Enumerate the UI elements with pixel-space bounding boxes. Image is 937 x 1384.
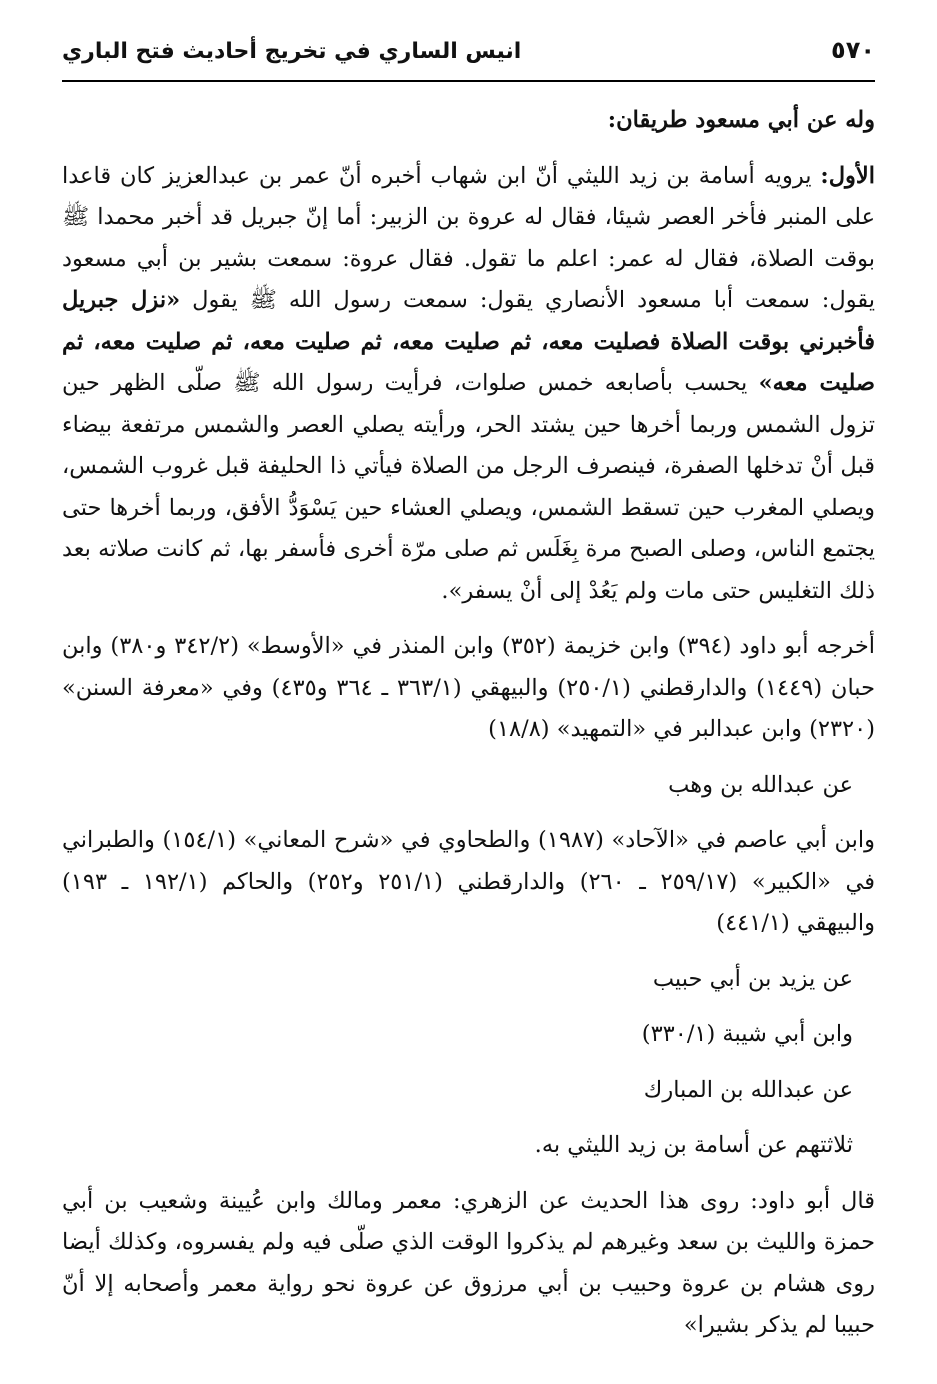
first-route-text-b: يحسب بأصابعه خمس صلوات، فرأيت رسول الله ﷺ صلّى الظهر حين تزول الشمس وربما أخرها حين يشتد الحر، ورأيته يصلي العصر والشمس مرتفعة بيضاء قبل أنْ تدخلها الصفرة، فينصرف الرجل من الصلاة فيأتي ذا الحليفة قبل غروب الشمس، ويصلي المغرب حين تسقط الشمس، ويصلي العشاء حين يَسْوَدُّ الأفق، وربما أخرها حتى يجتمع الناس، وصلى الصبح مرة بِغَلَس ثم صلى مرّة أخرى فأسفر بها، ثم كانت صلاته بعد ذلك التغليس حتى مات ولم يَعُدْ إلى أنْ يسفر». (62, 370, 875, 604)
section-heading: وله عن أبي مسعود طريقان: (607, 107, 875, 133)
conclusion-line: ثلاثتهم عن أسامة بن زيد الليثي به. (534, 1132, 853, 1158)
takhrij-paragraph-3: وابن أبي شيبة (٣٣٠/١) (641, 1021, 853, 1047)
page-number: ٥٧٠ (831, 36, 875, 64)
route-line-1: عن عبدالله بن وهب (668, 771, 853, 798)
first-route-label: الأول: (820, 162, 875, 189)
abu-dawud-paragraph: قال أبو داود: روى هذا الحديث عن الزهري: معمر ومالك وابن عُيينة وشعيب بن أبي حمزة والليث بن سعد وغيرهم لم يذكروا الوقت الذي صلّى فيه ولم يفسروه، وكذلك أيضا روى هشام بن عروة وحبيب بن أبي مرزوق عن عروة نحو رواية معمر وأصحابه إلا أنّ حبيبا لم يذكر بشيرا» (62, 1187, 875, 1338)
page-body (62, 96, 875, 1347)
takhrij-paragraph-1: أخرجه أبو داود (٣٩٤) وابن خزيمة (٣٥٢) وابن المنذر في «الأوسط» (٣٤٢/٢ و٣٨٠) وابن حبان (١٤٤٩) والدارقطني (٢٥٠/١) والبيهقي (٣٦٣/١ ـ ٣٦٤ و٤٣٥) وفي «معرفة السنن» (٢٣٢٠) وابن عبدالبر في «التمهيد» (١٨/٨) (62, 633, 876, 742)
hadith-quote: «نزل جبريل فأخبرني بوقت الصلاة فصليت معه، ثم صليت معه، ثم صليت معه، ثم صليت معه، ثم صليت معه» (62, 287, 875, 396)
takhrij-paragraph-2: وابن أبي عاصم في «الآحاد» (١٩٨٧) والطحاوي في «شرح المعاني» (١٥٤/١) والطبراني في «الكبير» (٢٥٩/١٧ ـ ٢٦٠) والدارقطني (٢٥١/١ و٢٥٢) والحاكم (١٩٢/١ ـ ١٩٣) والبيهقي (٤٤١/١) (62, 827, 875, 936)
book-title: انيس الساري في تخريج أحاديث فتح الباري (62, 39, 522, 64)
book-page (62, 36, 875, 1384)
header-rule (62, 80, 875, 82)
running-header (62, 36, 875, 86)
route-line-3: عن عبدالله بن المبارك (643, 1076, 853, 1103)
first-route-text-a: يرويه أسامة بن زيد الليثي أنّ ابن شهاب أخبره أنّ عمر بن عبدالعزيز كان قاعدا على المنبر فأخر العصر شيئا، فقال له عروة بن الزبير: أما إنّ جبريل قد أخبر محمدا ﷺ بوقت الصلاة، فقال له عمر: اعلم ما تقول. فقال عروة: سمعت بشير بن أبي مسعود يقول: سمعت أبا مسعود الأنصاري يقول: سمعت رسول الله ﷺ يقول (62, 162, 876, 313)
first-route-paragraph (62, 156, 875, 613)
route-line-2: عن يزيد بن أبي حبيب (652, 965, 853, 992)
